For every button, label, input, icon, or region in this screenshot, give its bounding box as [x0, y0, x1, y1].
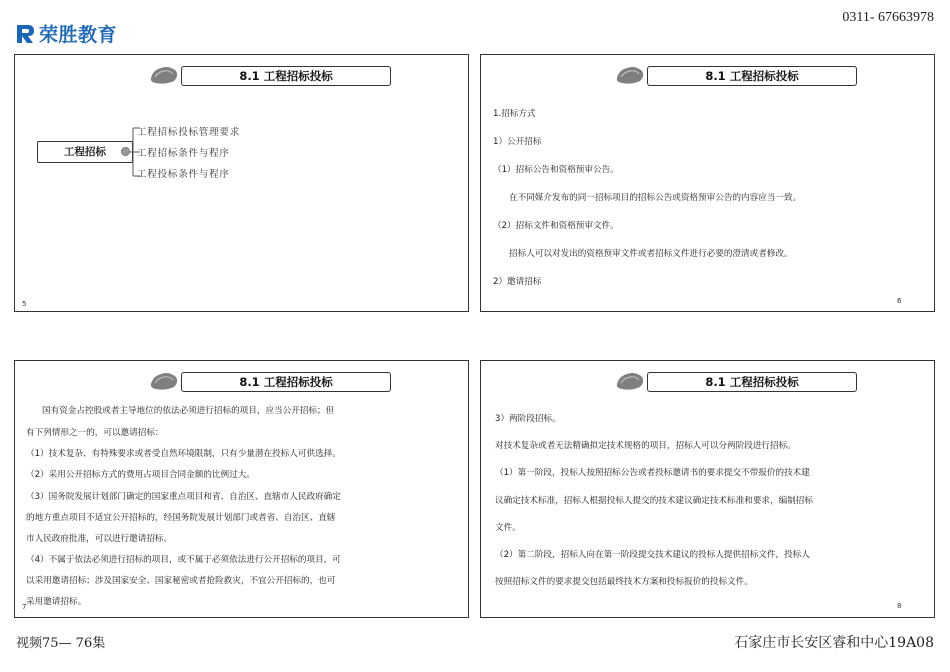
text-line: 有下列情形之一的，可以邀请招标： — [26, 428, 164, 438]
slide-badge-icon — [615, 370, 645, 392]
slide-page-number: 5 — [22, 300, 27, 308]
slide-page-number: 8 — [897, 602, 902, 610]
slide-header — [15, 62, 468, 88]
text-line: （1）招标公告和资格预审公告。 — [493, 165, 619, 175]
slide-page-number: 6 — [897, 297, 902, 305]
phone-number: 0311- 67663978 — [842, 10, 934, 25]
footer-address: 石家庄市长安区睿和中心19A08 — [734, 635, 934, 651]
slide-badge-icon — [149, 64, 179, 86]
slide-title: 8.1 工程招标投标 — [181, 66, 391, 86]
text-line: 2）邀请招标 — [493, 277, 542, 287]
text-line: 议确定技术标准，招标人根据投标人提交的技术建议确定技术标准和要求，编制招标 — [495, 496, 813, 506]
slide-title: 8.1 工程招标投标 — [647, 66, 857, 86]
text-line: 市人民政府批准，可以进行邀请招标。 — [26, 534, 173, 544]
slide-7 — [14, 360, 469, 618]
mindmap-center: 工程招标 — [37, 141, 133, 163]
text-line: 3）两阶段招标。 — [495, 414, 561, 424]
slide-header — [15, 368, 468, 394]
slide-header — [481, 62, 934, 88]
text-line: 1）公开招标 — [493, 137, 542, 147]
slide-title: 8.1 工程招标投标 — [181, 372, 391, 392]
slide-8 — [480, 360, 935, 618]
text-line: 招标人可以对发出的资格预审文件或者招标文件进行必要的澄清或者修改。 — [509, 249, 793, 259]
text-line: （2）采用公开招标方式的费用占项目合同金额的比例过大。 — [26, 470, 255, 480]
slide-header — [481, 368, 934, 394]
text-line: 按照招标文件的要求提交包括最终技术方案和投标报价的投标文件。 — [495, 577, 753, 587]
text-line: （2）招标文件和资格预审文件。 — [493, 221, 619, 231]
brand-logo-icon — [14, 23, 36, 45]
mindmap-branch: 工程投标条件与程序 — [137, 169, 230, 180]
footer-video-label: 视频75— 76集 — [16, 636, 106, 651]
text-line: （1）第一阶段，投标人按照招标公告或者投标邀请书的要求提交不带报价的技术建 — [495, 468, 810, 478]
text-line: （1）技术复杂、有特殊要求或者受自然环境限制，只有少量潜在投标人可供选择。 — [26, 449, 341, 459]
mindmap-branch: 工程招标条件与程序 — [137, 148, 230, 159]
slide-page-number: 7 — [22, 603, 27, 611]
brand-logo — [14, 20, 117, 47]
text-line: （3）国务院发展计划部门确定的国家重点项目和省、自治区、直辖市人民政府确定 — [26, 492, 341, 502]
text-line: 的地方重点项目不适宜公开招标的，经国务院发展计划部门或者省、自治区、直辖 — [26, 513, 336, 523]
slide-badge-icon — [615, 64, 645, 86]
slide-6 — [480, 54, 935, 312]
brand-name: 荣胜教育 — [39, 24, 118, 46]
slide-title: 8.1 工程招标投标 — [647, 372, 857, 392]
text-line: 在不同媒介发布的同一招标项目的招标公告或资格预审公告的内容应当一致。 — [509, 193, 802, 203]
text-line: 以采用邀请招标；涉及国家安全、国家秘密或者抢险救灾，不宜公开招标的，也可 — [26, 576, 336, 586]
text-line: 文件。 — [495, 523, 521, 533]
text-line: 1.招标方式 — [493, 109, 536, 119]
mindmap-branch: 工程招标投标管理要求 — [137, 127, 241, 138]
slide-5 — [14, 54, 469, 312]
slide-badge-icon — [149, 370, 179, 392]
text-line: （4）不属于依法必须进行招标的项目，或不属于必须依法进行公开招标的项目，可 — [26, 555, 341, 565]
text-line: 采用邀请招标。 — [26, 597, 87, 607]
text-line: 对技术复杂或者无法精确拟定技术规格的项目，招标人可以分两阶段进行招标。 — [495, 441, 796, 451]
text-line: （2）第二阶段，招标人向在第一阶段提交技术建议的投标人提供招标文件，投标人 — [495, 550, 810, 560]
text-line: 国有资金占控股或者主导地位的依法必须进行招标的项目，应当公开招标；但 — [42, 406, 335, 416]
